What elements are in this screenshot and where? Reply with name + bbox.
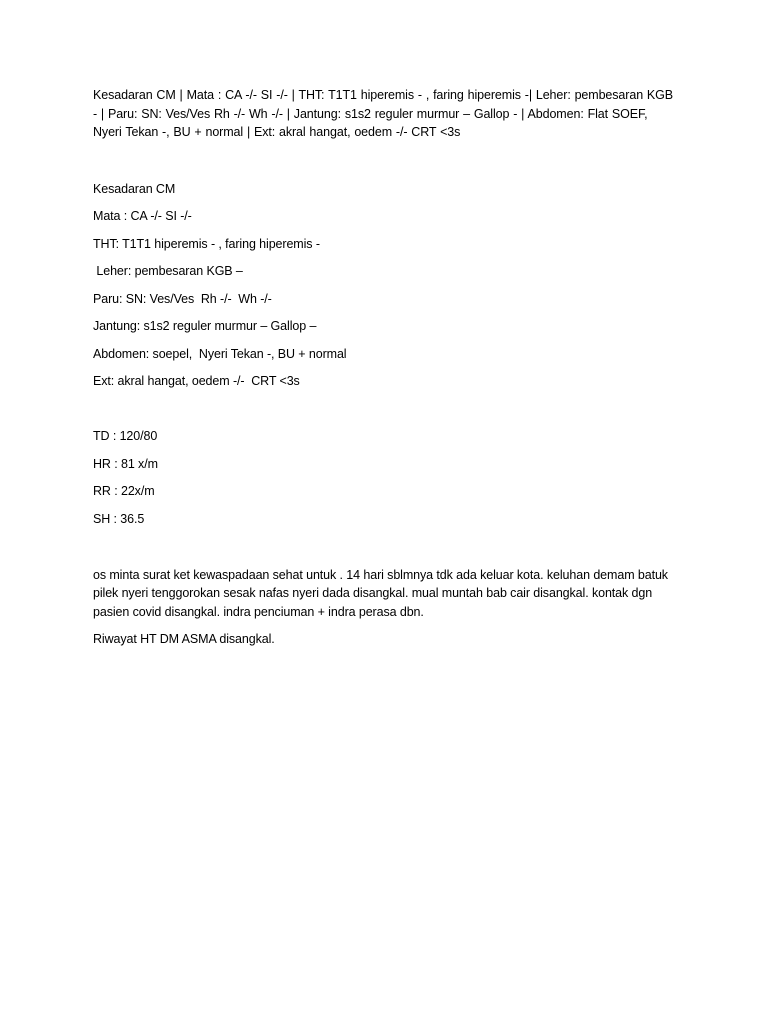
- exam-line-paru: Paru: SN: Ves/Ves Rh -/- Wh -/-: [93, 291, 272, 306]
- vital-td: TD : 120/80: [93, 429, 158, 443]
- exam-line-kesadaran: Kesadaran CM: [93, 181, 176, 196]
- exam-summary-paragraph: Kesadaran CM | Mata : CA -/- SI -/- | THT: T1T1 hiperemis - , faring hiperemis -| Leher: pembesaran KGB - | Paru: SN: Ves/Ves Rh -/- Wh -/- | Jantung: s1s2 reguler murmur – Gallop - | Abdomen: Flat SOEF, Nyeri Tekan -, BU + normal | Ext: akral hangat, oedem -/- CRT <3s: [93, 88, 674, 139]
- exam-line-jantung: Jantung: s1s2 reguler murmur – Gallop –: [93, 319, 317, 333]
- exam-line-mata: Mata : CA -/- SI -/-: [93, 209, 192, 223]
- anamnesis-notes: [93, 566, 678, 649]
- vital-sh: SH : 36.5: [93, 511, 145, 526]
- exam-line-ext: Ext: akral hangat, oedem -/- CRT <3s: [93, 374, 300, 388]
- anamnesis-paragraph: os minta surat ket kewaspadaan sehat untuk . 14 hari sblmnya tdk ada keluar kota. keluhan demam batuk pilek nyeri tenggorokan sesak nafas nyeri dada disangkal. mual muntah bab cair disangkal. kontak dgn pasien covid disangkal. indra penciuman + indra perasa dbn.: [93, 567, 668, 619]
- exam-line-leher: Leher: pembesaran KGB –: [93, 264, 243, 278]
- exam-findings-list: [93, 180, 678, 391]
- exam-line-abdomen: Abdomen: soepel, Nyeri Tekan -, BU + normal: [93, 346, 347, 361]
- vital-signs-list: [93, 427, 678, 528]
- vital-rr: RR : 22x/m: [93, 484, 155, 498]
- document-page: [93, 86, 678, 649]
- vital-hr: HR : 81 x/m: [93, 456, 158, 471]
- medical-history-paragraph: Riwayat HT DM ASMA disangkal.: [93, 632, 275, 646]
- exam-line-tht: THT: T1T1 hiperemis - , faring hiperemis -: [93, 236, 320, 251]
